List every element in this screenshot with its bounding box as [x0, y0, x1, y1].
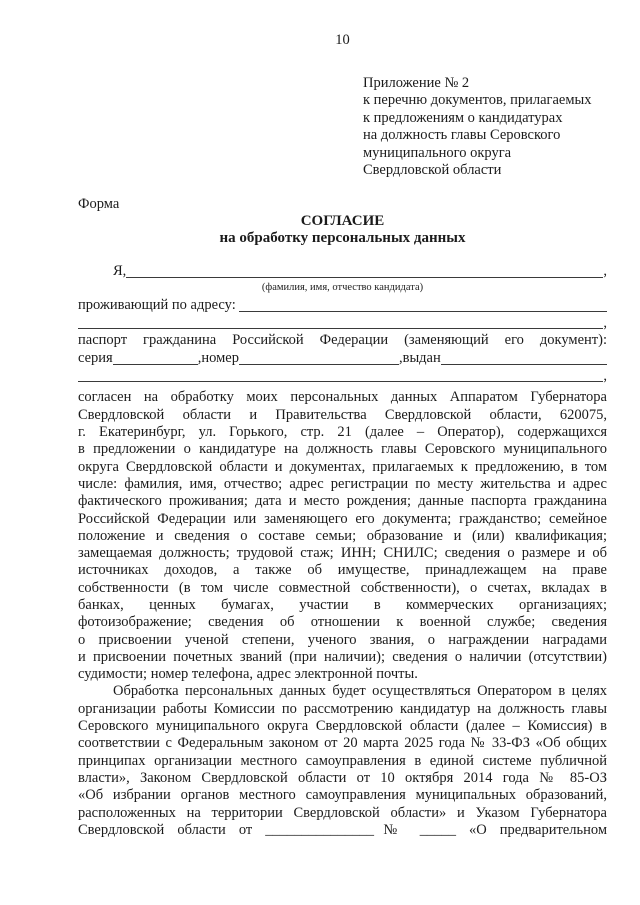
consent-paragraph-line: в предложении о кандидатуре на должность главы Серовского муниципального	[78, 441, 607, 458]
processing-paragraph-line: соответствии с Федеральным законом от 20 марта 2025 года № 33-ФЗ «Об общих	[78, 735, 607, 752]
consent-paragraph-line: Российской Федерации или заменяющего его документа; гражданство; семейное	[78, 510, 607, 527]
processing-paragraph-line: расположенных на территории Свердловской области» и Указом Губернатора	[78, 804, 607, 821]
number-label: ,номер	[197, 350, 239, 367]
address-line	[78, 296, 607, 315]
form-fields-section	[78, 262, 607, 385]
series-blank-field	[113, 349, 198, 365]
processing-paragraph-line: Серовского муниципального округа Свердловской области (далее – Комиссия) в	[78, 718, 607, 735]
processing-paragraph-line: «Об избрании органов местного самоуправления муниципальных образований,	[78, 787, 607, 804]
appendix-line: к предложениям о кандидатурах	[363, 109, 563, 126]
issued-label: ,выдан	[398, 350, 441, 367]
consent-paragraph-line: источниках доходов, а также об имуществе, принадлежащем на праве	[78, 562, 607, 579]
consent-paragraph-line: г. Екатеринбург, ул. Горького, стр. 21 (далее – Оператор), содержащихся	[78, 424, 607, 441]
appendix-block	[363, 75, 607, 179]
consent-paragraph-line: округа Свердловской области и документах, прилагаемых к предложению, в том	[78, 458, 607, 475]
fio-line-comma: ,	[603, 263, 607, 280]
fio-line	[78, 262, 607, 281]
address-blank-field	[239, 296, 607, 312]
address-blank-field-2	[78, 315, 603, 329]
form-label: Форма	[78, 196, 120, 213]
processing-paragraph-line: Свердловской области от _______________№ _____ «О предварительном	[78, 821, 607, 838]
consent-paragraph-line: Свердловской области и Правительства Свердловской области, 620075,	[78, 406, 607, 423]
appendix-line: Приложение № 2	[363, 75, 470, 91]
fio-label: Я,	[113, 263, 127, 280]
consent-paragraph-line: собственности (в том числе совместной собственности), о счетах, вкладах в	[78, 579, 607, 596]
fio-blank-field	[126, 262, 603, 278]
consent-subtitle: на обработку персональных данных	[219, 230, 466, 247]
address-line-comma: ,	[603, 315, 607, 332]
address-continuation-line	[78, 315, 607, 332]
consent-title: СОГЛАСИЕ	[300, 213, 385, 230]
processing-paragraph-line: принципах организации местного самоуправления в единой системе публичной	[78, 752, 607, 769]
appendix-line: к перечню документов, прилагаемых	[363, 92, 592, 109]
page-number: 10	[335, 32, 350, 48]
issued-line-comma: ,	[603, 368, 607, 385]
processing-paragraph-line: власти», Законом Свердловской области от 10 октября 2014 года № 85-ОЗ	[78, 769, 607, 786]
processing-paragraph-line: организации работы Комиссии по рассмотрению кандидатур на должность главы	[78, 700, 607, 717]
consent-paragraph-line: согласен на обработку моих персональных данных Аппаратом Губернатора	[78, 389, 607, 406]
consent-paragraph-line: положение и сведения о составе семьи; образование и (или) квалификация;	[78, 527, 607, 544]
issued-blank-field	[441, 349, 607, 365]
consent-paragraph-line: банках, ценных бумагах, участии в коммерческих организациях;	[78, 597, 607, 613]
consent-paragraph-line: судимости; номер телефона, адрес электронной почты.	[78, 666, 418, 683]
consent-paragraph-line: о присвоении ученой степени, ученого звания, о награждении наградами	[78, 631, 607, 648]
number-blank-field	[239, 349, 399, 365]
passport-intro: паспорт гражданина Российской Федерации (заменяющий его документ):	[78, 332, 607, 349]
consent-paragraph-line: числе: фамилия, имя, отчество; адрес регистрации по месту жительства и адрес	[78, 475, 607, 492]
consent-paragraph-line: замещаемая должность; трудовой стаж; ИНН; СНИЛС; сведения о размере и об	[78, 545, 607, 562]
fio-caption: (фамилия, имя, отчество кандидата)	[261, 282, 424, 294]
consent-paragraph-line: и присвоении почетных званий (при наличии); сведения о наличии (отсутствии)	[78, 648, 607, 665]
consent-paragraph-line: фотоизображение; сведения об отношении к военной службе; сведения	[78, 614, 607, 631]
consent-paragraph-line: фактического проживания; дата и место рождения; данные паспорта гражданина	[78, 493, 607, 510]
series-label: серия	[78, 350, 113, 367]
processing-paragraph-line: Обработка персональных данных будет осуществляться Оператором в целях	[113, 683, 607, 700]
document-body	[78, 389, 607, 839]
issued-blank-field-2	[78, 368, 603, 382]
appendix-line: муниципального округа	[363, 144, 512, 161]
passport-details-line	[78, 349, 607, 368]
address-label: проживающий по адресу:	[78, 297, 240, 314]
appendix-line: на должность главы Серовского	[363, 127, 561, 144]
appendix-line: Свердловской области	[363, 162, 502, 179]
issued-continuation-line	[78, 368, 607, 385]
